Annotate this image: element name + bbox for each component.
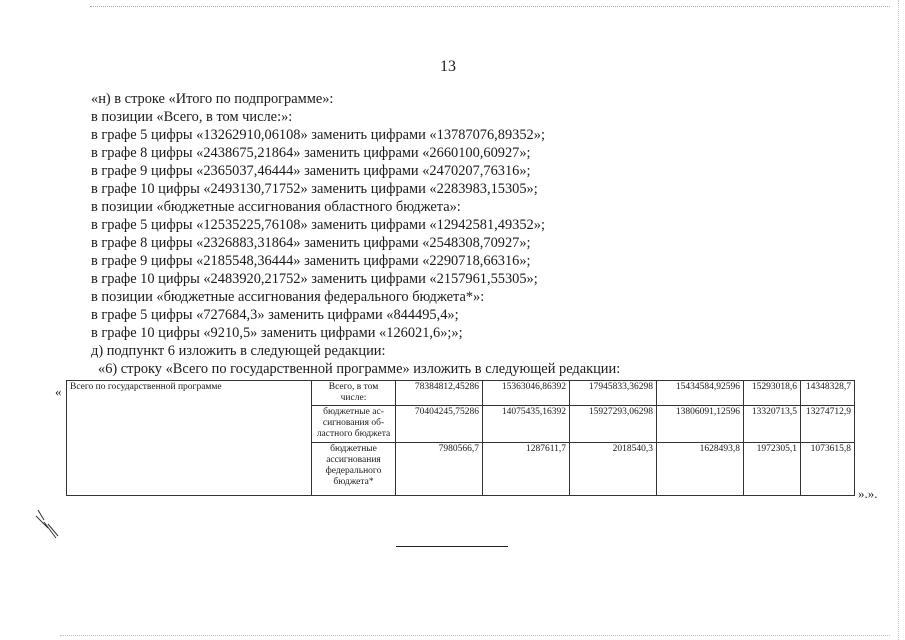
text-line: в позиции «бюджетные ассигнования федерального бюджета*»: — [91, 289, 485, 305]
opening-quote: « — [55, 384, 62, 399]
value-cell: 15434584,92596 — [657, 381, 744, 406]
right-edge-line — [898, 0, 899, 640]
text-line: в графе 8 цифры «2438675,21864» заменить цифрами «2660100,60927»; — [91, 145, 531, 161]
text-line: «н) в строке «Итого по подпрограмме»: — [91, 91, 334, 107]
value-cell: 15927293,06298 — [570, 406, 657, 443]
signature-line — [396, 546, 508, 547]
handwritten-mark — [34, 508, 64, 542]
row-label-cell: Всего, в том числе: — [312, 381, 396, 406]
closing-quote: ».». — [858, 486, 878, 501]
text-line: в графе 9 цифры «2185548,36444» заменить цифрами «2290718,66316»; — [91, 253, 531, 269]
text-line: в позиции «бюджетные ассигнования областного бюджета»: — [91, 199, 461, 215]
value-cell: 13274712,9 — [801, 406, 855, 443]
text-line: в графе 8 цифры «2326883,31864» заменить цифрами «2548308,70927»; — [91, 235, 531, 251]
value-cell: 15293018,6 — [744, 381, 801, 406]
program-table — [66, 380, 855, 496]
value-cell: 2018540,3 — [570, 443, 657, 496]
top-edge-dots — [90, 6, 890, 7]
value-cell: 1628493,8 — [657, 443, 744, 496]
value-cell: 1287611,7 — [483, 443, 570, 496]
text-line: в графе 5 цифры «13262910,06108» заменить цифрами «13787076,89352»; — [91, 127, 545, 143]
text-line: «6) строку «Всего по государственной программе» изложить в следующей редакции: — [98, 361, 621, 377]
value-cell: 15363046,86392 — [483, 381, 570, 406]
value-cell: 7980566,7 — [396, 443, 483, 496]
value-cell: 78384812,45286 — [396, 381, 483, 406]
text-line: в графе 10 цифры «2493130,71752» заменить цифрами «2283983,15305»; — [91, 181, 538, 197]
text-line: д) подпункт 6 изложить в следующей редакции: — [91, 343, 386, 359]
program-name-cell: Всего по государственной программе — [67, 381, 312, 496]
value-cell: 14075435,16392 — [483, 406, 570, 443]
row-label-cell: бюджетные ас- сигнования об- ластного бюджета — [312, 406, 396, 443]
value-cell: 13806091,12596 — [657, 406, 744, 443]
page-number: 13 — [440, 58, 456, 75]
text-line: в позиции «Всего, в том числе:»: — [91, 109, 293, 125]
value-cell: 14348328,7 — [801, 381, 855, 406]
value-cell: 70404245,75286 — [396, 406, 483, 443]
text-line: в графе 9 цифры «2365037,46444» заменить цифрами «2470207,76316»; — [91, 163, 531, 179]
amendment-text — [91, 90, 711, 378]
table-row — [67, 381, 855, 406]
bottom-edge-dots — [60, 635, 890, 636]
text-line: в графе 10 цифры «2483920,21752» заменить цифрами «2157961,55305»; — [91, 271, 538, 287]
text-line: в графе 10 цифры «9210,5» заменить цифрами «126021,6»;»; — [91, 325, 463, 341]
value-cell: 13320713,5 — [744, 406, 801, 443]
text-line: в графе 5 цифры «727684,3» заменить цифрами «844495,4»; — [91, 307, 459, 323]
text-line: в графе 5 цифры «12535225,76108» заменить цифрами «12942581,49352»; — [91, 217, 545, 233]
value-cell: 1972305,1 — [744, 443, 801, 496]
value-cell: 17945833,36298 — [570, 381, 657, 406]
row-label-cell: бюджетные ассигнования федерального бюджета* — [312, 443, 396, 496]
value-cell: 1073615,8 — [801, 443, 855, 496]
